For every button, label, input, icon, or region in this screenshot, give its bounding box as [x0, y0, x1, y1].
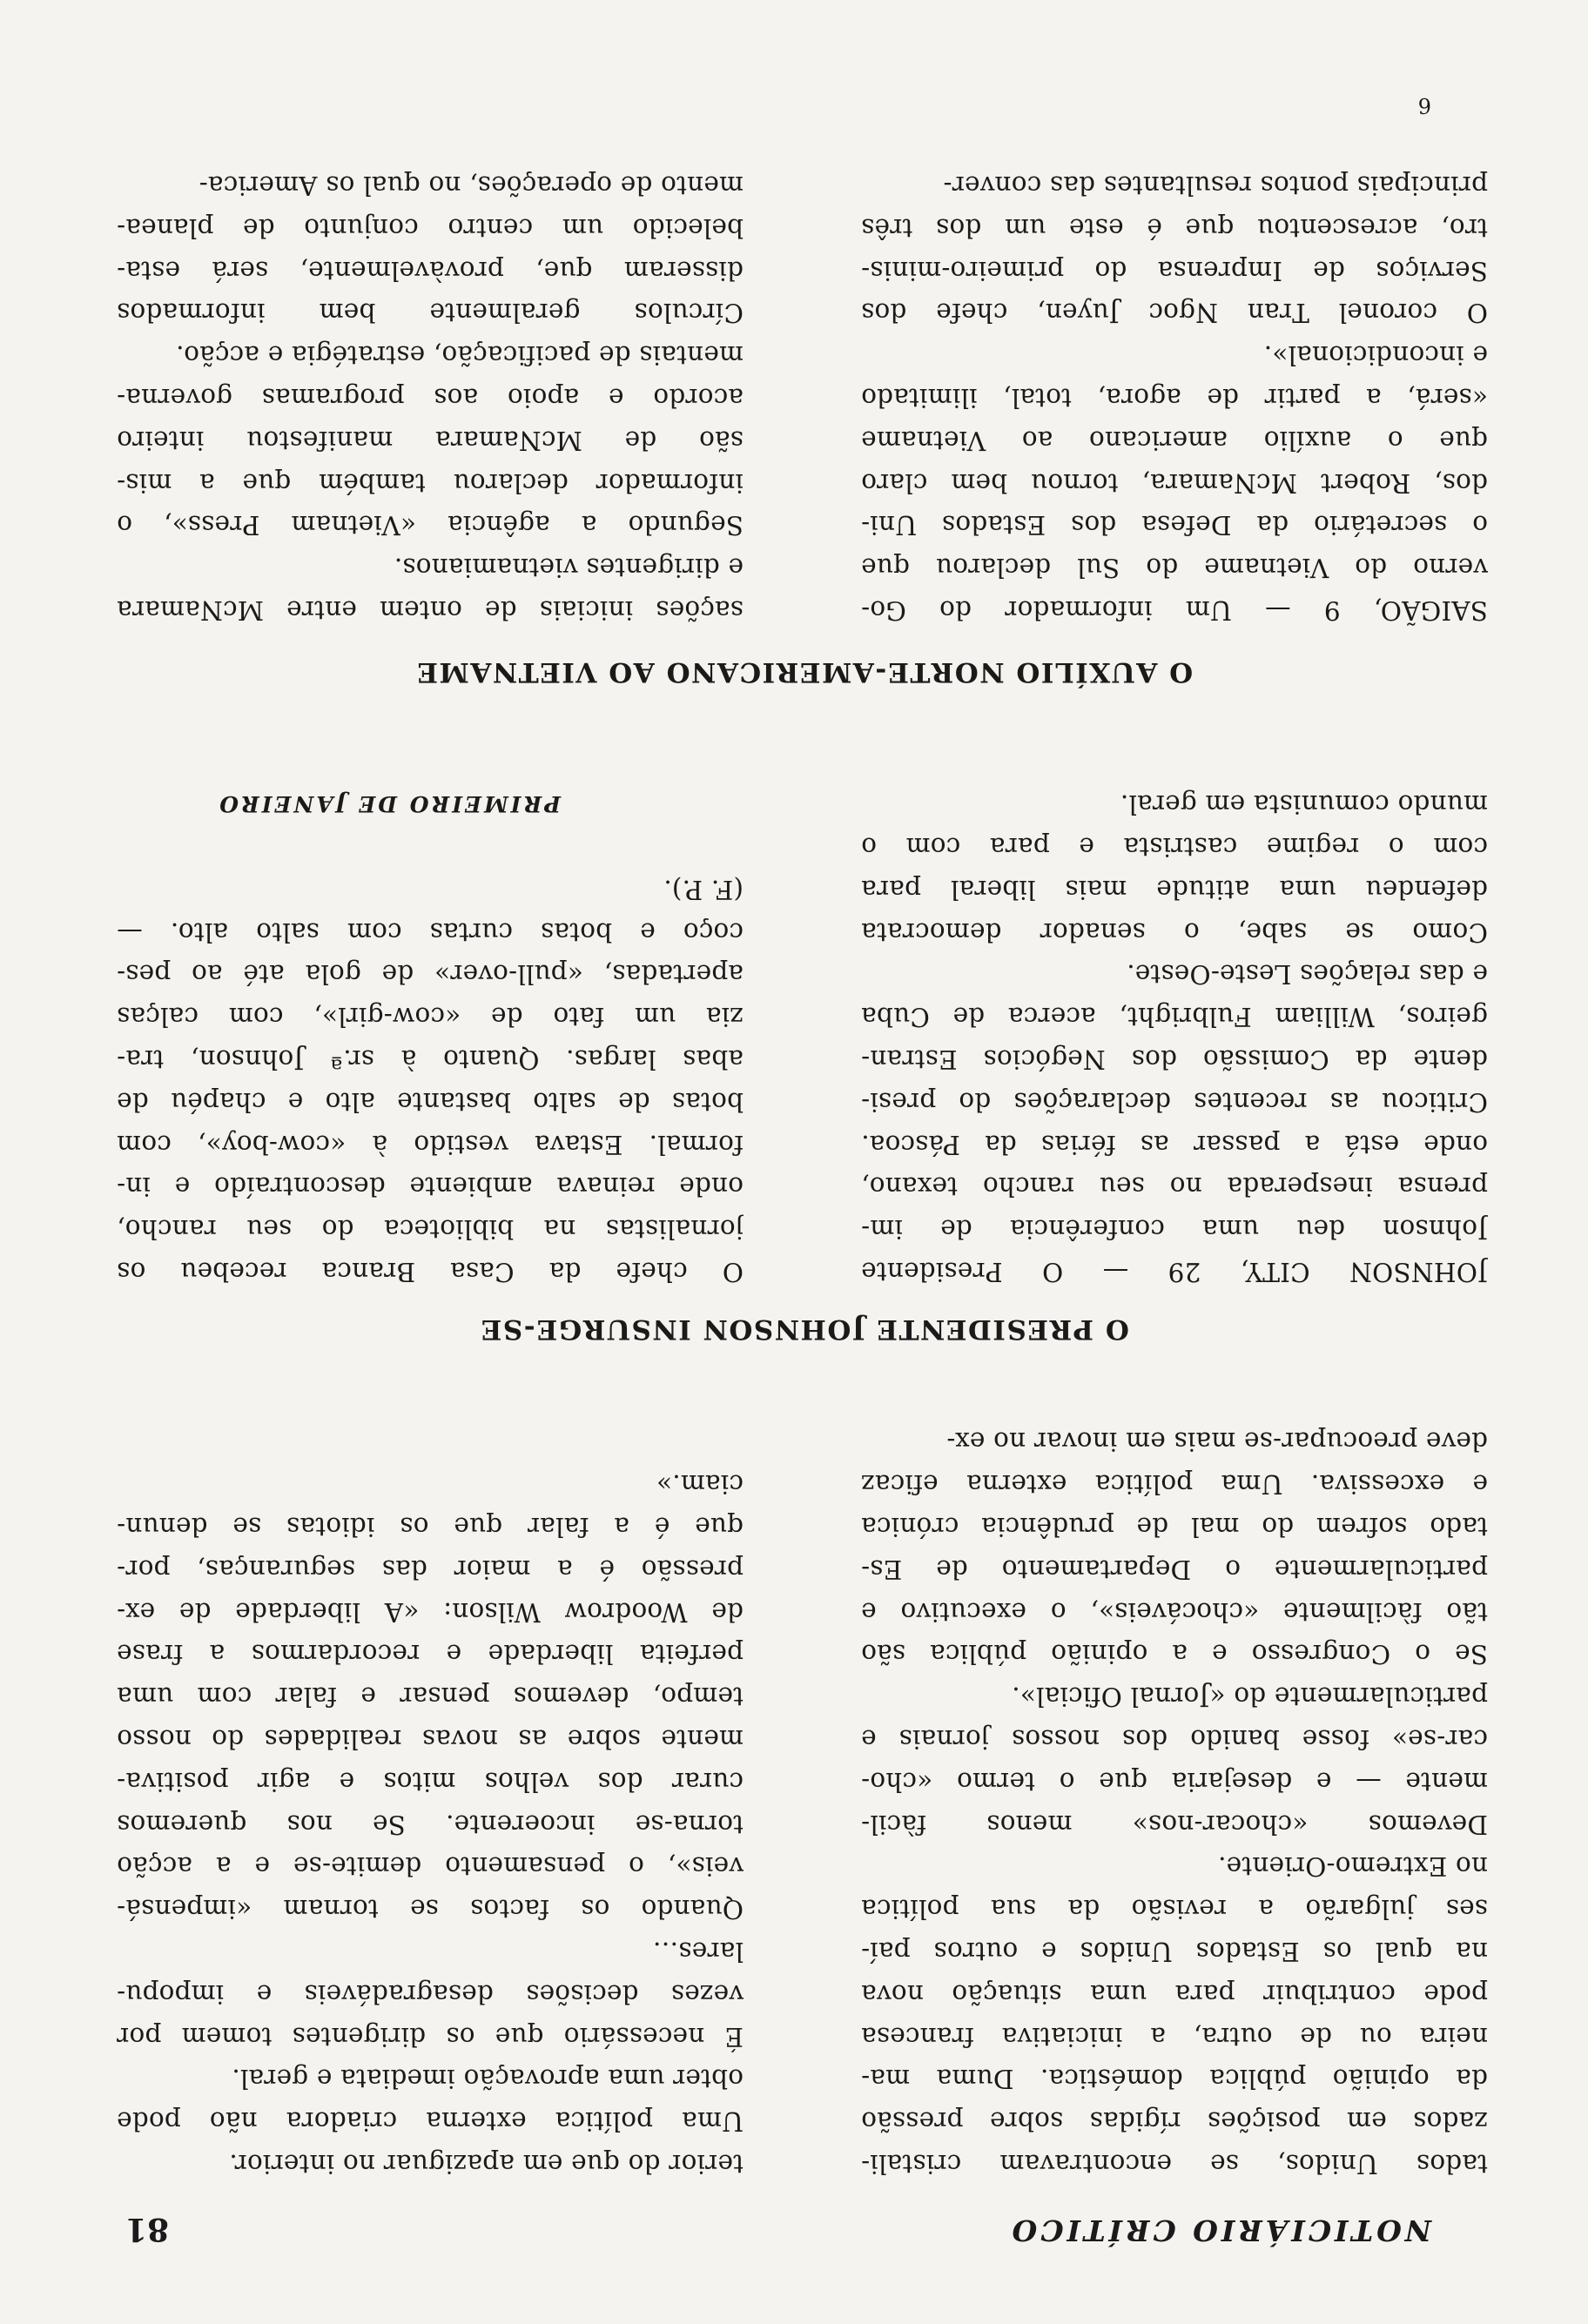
text-line: belecido um centro conjunto de planea-: [117, 212, 744, 243]
text-line: ses julgarão a revisão da sua política: [861, 1894, 1488, 1924]
text-line: sações iniciais de ontem entre McNamara: [117, 595, 744, 625]
section1-left-column: [861, 1421, 1488, 2185]
text-line: Como se sabe, o senador democrata: [861, 917, 1488, 947]
text-line: da opinião pública doméstica. Duma ma-: [861, 2064, 1488, 2094]
text-line: mentais de pacificação, estratégia e acção.: [175, 340, 744, 371]
text-line: lares…: [652, 1937, 744, 1967]
text-line: perfeita liberdade e recordarmos a frase: [117, 1639, 744, 1669]
text-line: mento de operações, no qual os America-: [198, 171, 744, 201]
text-line: obter uma aprovação imediata e geral.: [232, 2064, 744, 2094]
text-line: Se o Congresso e a opinião pública são: [861, 1639, 1488, 1669]
text-line: onde reinava ambiente descontraído e in-: [117, 1172, 744, 1202]
section2-right-column: [117, 868, 744, 1293]
text-line: e das relações Leste-Oeste.: [1126, 959, 1488, 990]
text-line: o secretário da Defesa dos Estados Uni-: [861, 510, 1488, 541]
text-line: O chefe da Casa Branca recebeu os: [117, 1257, 744, 1286]
text-line: mundo comunista em geral.: [1120, 789, 1488, 820]
text-line: ciam.»: [656, 1469, 744, 1500]
text-line: Johnson deu uma conferência de im-: [861, 1214, 1488, 1245]
text-line: O coronel Tran Ngoc Juyen, chefe dos: [861, 298, 1488, 328]
text-line: terior do que em apaziguar no interior.: [229, 2149, 744, 2179]
text-line: pressão é a maior das seguranças, por-: [117, 1554, 744, 1584]
text-line: tempo, devemos pensar e falar com uma: [117, 1682, 744, 1712]
text-line: car-se» fosse banido dos nossos jornais e: [861, 1724, 1488, 1755]
text-line: Uma política externa criadora não pode: [117, 2106, 744, 2137]
text-line: principais pontos resultantes das conver-: [943, 171, 1488, 201]
text-line: «será, a partir de agora, total, ilimitado: [861, 383, 1488, 413]
text-line: informador declarou também que a mis-: [117, 467, 744, 498]
text-line: tados Unidos, se encontravam cristali-: [861, 2149, 1488, 2179]
text-line: É necessário que os dirigentes tomem por: [117, 2021, 744, 2052]
text-line: torna-se incoerente. Se nos queremos: [117, 1809, 744, 1839]
section2-source-signature: PRIMEIRO DE JANEIRO: [217, 791, 561, 816]
section1-right-column: [117, 1462, 744, 2185]
text-line: defendeu uma atitude mais liberal para: [861, 874, 1488, 904]
text-line: pode contribuir para uma situação nova: [861, 1978, 1488, 2009]
printer-signature-mark: 6: [1417, 93, 1431, 118]
text-line: dos, Robert McNamara, tornou bem claro: [861, 467, 1488, 498]
text-line: mente sobre as novas realidades do nosso: [117, 1724, 744, 1755]
text-line: neira ou de outra, a iniciativa francesa: [861, 2021, 1488, 2052]
text-line: formal. Estava vestido à «cow-boy», com: [117, 1129, 744, 1159]
text-line: SAIGÃO, 9 — Um informador do Go-: [861, 595, 1488, 625]
running-head: [125, 2204, 1431, 2247]
section2-heading: O PRESIDENTE JOHNSON INSURGE-SE: [480, 1313, 1129, 1345]
text-line: deve preocupar-se mais em inovar no ex-: [946, 1427, 1488, 1457]
text-line: Quando os factos se tornam «impensá-: [117, 1894, 744, 1924]
text-line: prensa inesperada no seu rancho texano,: [861, 1172, 1488, 1202]
page-number: 81: [125, 2211, 170, 2247]
section2-left-column: [861, 783, 1488, 1293]
text-line: e incondicional».: [1263, 340, 1488, 371]
text-line: são de McNamara manifestou inteiro: [117, 425, 744, 455]
text-line: particularmente do «Jornal Oficial».: [1012, 1682, 1488, 1712]
text-line: na qual os Estados Unidos e outros paí-: [861, 1937, 1488, 1967]
text-line: coço e botas curtas com salto alto. —: [117, 917, 744, 947]
text-line: Devemos «chocar-nos» menos fàcil-: [861, 1809, 1488, 1839]
text-line: zados em posições rígidas sobre pressão: [861, 2106, 1488, 2137]
text-line: verno do Vietname do Sul declarou que: [861, 553, 1488, 583]
text-line: botas de salto bastante alto e chapéu de: [117, 1086, 744, 1117]
text-line: veis», o pensamento demite-se e a acção: [117, 1851, 744, 1882]
section3-heading: O AUXÍLIO NORTE-AMERICANO AO VIETNAME: [415, 656, 1194, 688]
text-line: Círculos geralmente bem informados: [117, 298, 744, 328]
section3-left-column: [861, 164, 1488, 631]
text-line: Serviços de Imprensa do primeiro-minis-: [861, 255, 1488, 285]
text-line: curar dos velhos mitos e agir positiva-: [117, 1766, 744, 1797]
text-line: e dirigentes vietnamianos.: [394, 553, 744, 583]
text-line: Criticou as recentes declarações do presi-: [861, 1086, 1488, 1117]
text-line: no Extremo-Oriente.: [1217, 1851, 1488, 1882]
text-line: jornalistas na biblioteca do seu rancho,: [117, 1214, 744, 1245]
text-line: Segundo a agência «Vietnam Press», o: [117, 510, 744, 541]
text-line: apertadas, «pull-over» de gola até ao pes-: [117, 959, 744, 990]
text-line: acordo e apoio aos programas governa-: [117, 383, 744, 413]
text-line: e excessiva. Uma política externa eficaz: [861, 1469, 1488, 1500]
text-line: que é a falar que os idiotas se denun-: [117, 1512, 744, 1542]
text-line: com o regime castrista e para com o: [861, 832, 1488, 863]
text-line: abas largas. Quanto à sr.ª Johnson, tra-: [117, 1044, 744, 1075]
text-line: tado sofrem do mal de prudência crónica: [861, 1512, 1488, 1542]
text-line: tão fàcilmente «chocáveis», o executivo e: [861, 1596, 1488, 1627]
text-line: que o auxílio americano ao Vietname: [861, 425, 1488, 455]
text-line: de Woodrow Wilson: «A liberdade de ex-: [117, 1596, 744, 1627]
text-line: onde está a passar as férias da Páscoa.: [861, 1129, 1488, 1159]
text-line: tro, acrescentou que é este um dos três: [861, 212, 1488, 243]
section3-right-column: [117, 164, 744, 631]
running-head-title: NOTICIÁRIO CRÍTICO: [1008, 2213, 1431, 2247]
text-line: particularmente o Departamento de Es-: [861, 1554, 1488, 1584]
text-line: zia um fato de «cow-girl», com calças: [117, 1002, 744, 1032]
text-line: dente da Comissão dos Negócios Estran-: [861, 1044, 1488, 1075]
text-line: vezes decisões desagradáveis e impopu-: [117, 1978, 744, 2009]
text-line: (F. P.).: [663, 874, 744, 904]
text-line: disseram que, provàvelmente, será esta-: [117, 255, 744, 285]
text-line: JOHNSON CITY, 29 — O Presidente: [861, 1257, 1488, 1286]
text-line: geiros, William Fulbright, acerca de Cuba: [861, 1002, 1488, 1032]
text-line: mente — e desejaria que o termo «cho-: [861, 1766, 1488, 1797]
